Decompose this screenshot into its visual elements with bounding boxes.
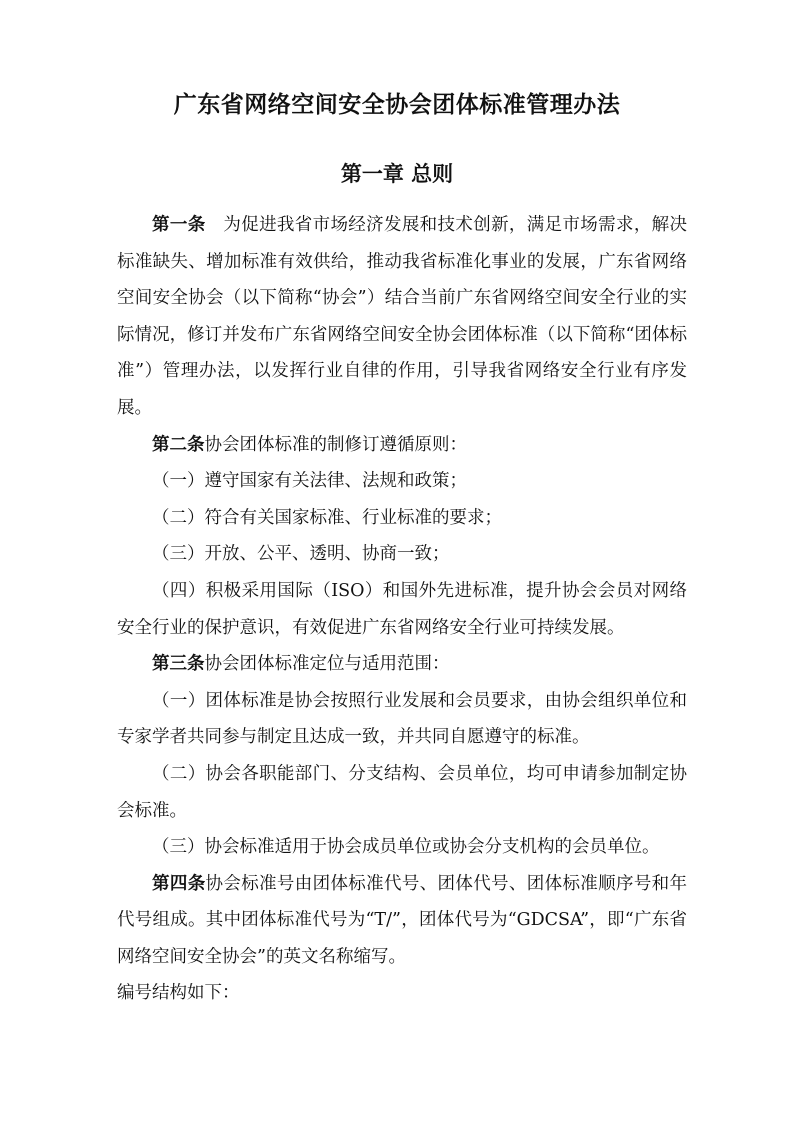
- article-2-item-3: （三）开放、公平、透明、协商一致；: [152, 544, 450, 565]
- article-1-label: 第一条: [152, 215, 206, 235]
- document-title: 广东省网络空间安全协会团体标准管理办法: [173, 92, 621, 118]
- article-3-item-3: （三）协会标准适用于协会成员单位或协会分支机构的会员单位。: [152, 837, 660, 858]
- article-3-item-2: （二）协会各职能部门、分支结构、会员单位，均可申请参加制定协会标准。: [117, 763, 687, 821]
- article-4-label: 第四条: [152, 873, 206, 894]
- article-2-text: 协会团体标准的制修订遵循原则：: [204, 434, 467, 455]
- article-2-item-4: （四）积极采用国际（ISO）和国外先进标准，提升协会会员对网络安全行业的保护意识，有效促进广东省网络安全行业可持续发展。: [117, 580, 687, 638]
- article-1: [117, 207, 687, 427]
- article-4: [117, 866, 687, 976]
- article-3: [117, 646, 687, 683]
- article-3-label: 第三条: [152, 654, 205, 675]
- article-3-text: 协会团体标准定位与适用范围：: [204, 654, 450, 675]
- article-2-label: 第二条: [152, 434, 205, 455]
- numbering-structure-note: 编号结构如下：: [117, 983, 240, 1004]
- article-1-text: 为促进我省市场经济发展和技术创新，满足市场需求，解决标准缺失、增加标准有效供给，推动我省标准化事业的发展，广东省网络空间安全协会（以下简称“协会”）结合当前广东省网络空间安全行业的实际情况，修订并发布广东省网络空间安全协会团体标准（以下简称“团体标准”）管理办法，以发挥行业自律的作用，引导我省网络安全行业有序发展。: [117, 215, 688, 418]
- document-body: [117, 207, 687, 1012]
- article-2-item-2: （二）符合有关国家标准、行业标准的要求；: [152, 507, 502, 528]
- article-2-item-1: （一）遵守国家有关法律、法规和政策；: [152, 471, 467, 492]
- article-3-item-1: （一）团体标准是协会按照行业发展和会员要求，由协会组织单位和专家学者共同参与制定且达成一致，并共同自愿遵守的标准。: [117, 690, 687, 748]
- chapter-heading: 第一章 总则: [340, 162, 454, 186]
- article-4-text: 协会标准号由团体标准代号、团体代号、团体标准顺序号和年代号组成。其中团体标准代号为“T/”，团体代号为“GDCSA”，即“广东省网络空间安全协会”的英文名称缩写。: [117, 873, 688, 967]
- article-2: [117, 427, 687, 464]
